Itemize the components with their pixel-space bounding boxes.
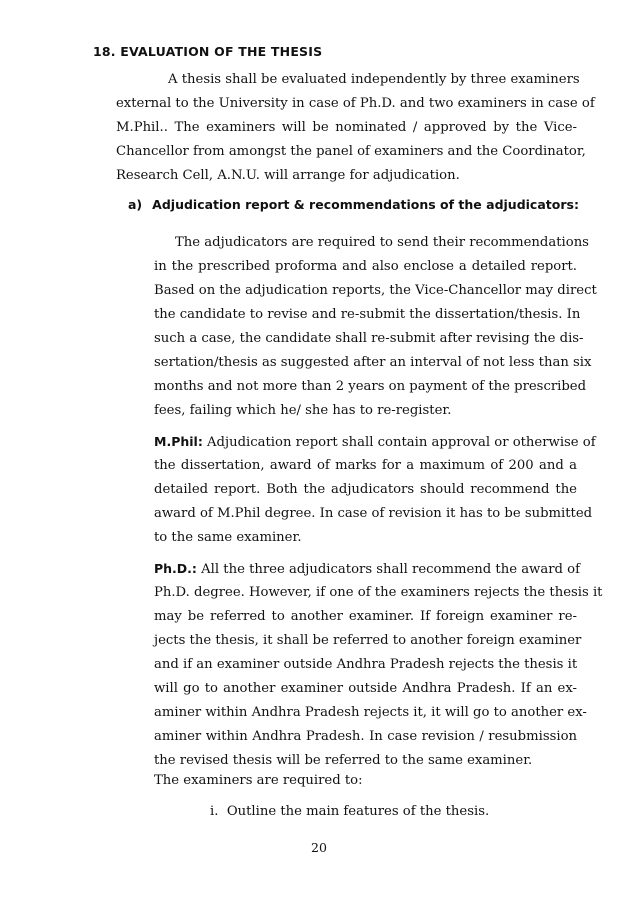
phd-line: and if an examiner outside Andhra Pradesh rejects the thesis it xyxy=(154,657,578,672)
phd-first-text: All the three adjudicators shall recommend the award of xyxy=(201,562,580,577)
para-line: in the prescribed proforma and also enclose a detailed report. xyxy=(154,259,577,274)
para-line: Based on the adjudication reports, the Vice-Chancellor may direct xyxy=(154,283,597,298)
intro-line: Chancellor from amongst the panel of examiners and the Coordinator, xyxy=(116,144,586,159)
required-line: The examiners are required to: xyxy=(154,773,363,788)
mphil-first-line xyxy=(154,434,596,451)
mphil-line: the dissertation, award of marks for a maximum of 200 and a xyxy=(154,458,577,473)
list-item-marker: i. xyxy=(210,804,219,819)
intro-line: A thesis shall be evaluated independently by three examiners xyxy=(168,72,580,87)
phd-line: Ph.D. degree. However, if one of the examiners rejects the thesis it xyxy=(154,585,603,600)
list-item-text: Outline the main features of the thesis. xyxy=(226,804,490,819)
para-line: months and not more than 2 years on payment of the prescribed xyxy=(154,379,587,394)
subsection-title: Adjudication report & recommendations of the adjudicators: xyxy=(152,197,579,212)
para-line: the candidate to revise and re-submit the dissertation/thesis. In xyxy=(154,307,581,322)
section-heading: 18. EVALUATION OF THE THESIS xyxy=(93,44,323,59)
mphil-term: M.Phil: xyxy=(154,434,203,449)
mphil-first-text: Adjudication report shall contain approval or otherwise of xyxy=(207,435,596,450)
para-line: such a case, the candidate shall re-submit after revising the dis- xyxy=(154,331,584,346)
mphil-line: to the same examiner. xyxy=(154,530,302,545)
phd-line: the revised thesis will be referred to the same examiner. xyxy=(154,753,533,768)
intro-line: external to the University in case of Ph.D. and two examiners in case of xyxy=(116,96,595,111)
mphil-line: award of M.Phil degree. In case of revision it has to be submitted xyxy=(154,506,593,521)
page-number: 20 xyxy=(311,840,327,855)
para-line: sertation/thesis as suggested after an interval of not less than six xyxy=(154,355,592,370)
phd-first-line xyxy=(154,561,580,578)
intro-line: M.Phil.. The examiners will be nominated / approved by the Vice- xyxy=(116,120,577,135)
list-item xyxy=(210,804,489,820)
phd-line: will go to another examiner outside Andhra Pradesh. If an ex- xyxy=(154,681,577,696)
phd-line: jects the thesis, it shall be referred to another foreign examiner xyxy=(154,633,582,648)
phd-line: aminer within Andhra Pradesh rejects it, it will go to another ex- xyxy=(154,705,587,720)
intro-line: Research Cell, A.N.U. will arrange for adjudication. xyxy=(116,168,460,183)
phd-line: may be referred to another examiner. If foreign examiner re- xyxy=(154,609,577,624)
subsection-heading xyxy=(128,197,579,212)
para-line: fees, failing which he/ she has to re-register. xyxy=(154,403,452,418)
para-line: The adjudicators are required to send their recommendations xyxy=(175,235,589,250)
subsection-marker: a) xyxy=(128,197,143,212)
mphil-line: detailed report. Both the adjudicators should recommend the xyxy=(154,482,577,497)
phd-line: aminer within Andhra Pradesh. In case revision / resubmission xyxy=(154,729,577,744)
phd-term: Ph.D.: xyxy=(154,561,197,576)
